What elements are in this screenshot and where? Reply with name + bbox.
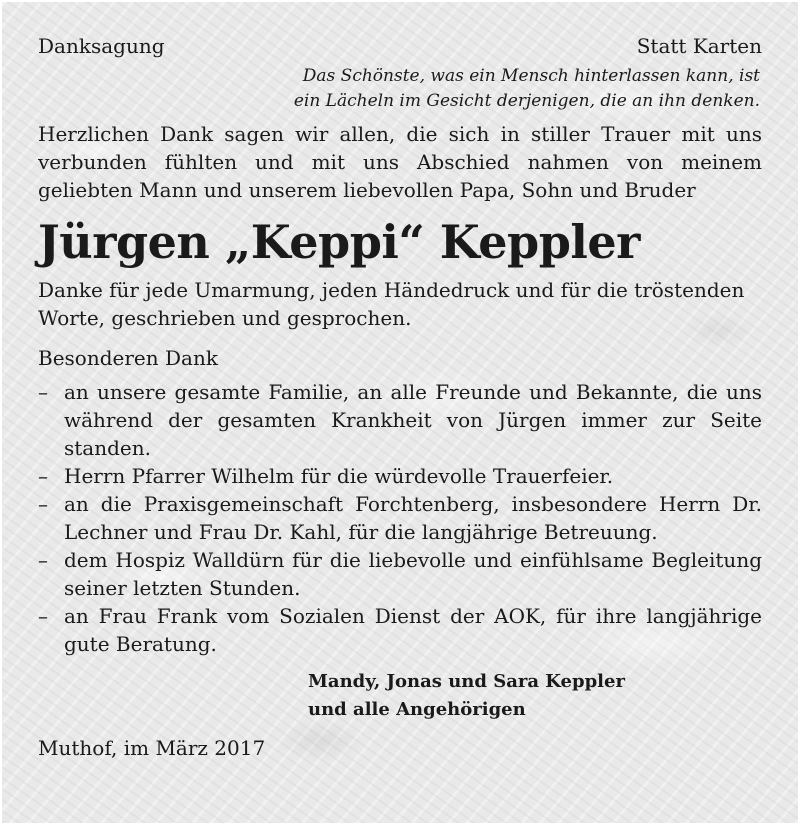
header-line xyxy=(38,32,762,60)
motto-line: Das Schönste, was ein Mensch hinterlassen kann, ist xyxy=(302,66,760,86)
signature-line: Mandy, Jonas und Sara Keppler xyxy=(308,671,625,692)
thanks-text: Danke für jede Umarmung, jeden Händedruck und für die tröstenden Worte, geschrieben und gesprochen. xyxy=(38,278,745,330)
motto-line: ein Lächeln im Gesicht derjenigen, die an ihn denken. xyxy=(293,91,760,111)
place-date: Muthof, im März 2017 xyxy=(38,736,266,760)
dash-bullet: – xyxy=(38,492,48,516)
header-title: Danksagung xyxy=(38,34,165,58)
list-item-text: an Frau Frank vom Sozialen Dienst der AOK, für ihre langjährige gute Beratung. xyxy=(64,604,762,656)
header-note: Statt Karten xyxy=(636,34,762,58)
special-thanks-list xyxy=(38,378,762,658)
dash-bullet: – xyxy=(38,380,48,404)
list-item xyxy=(38,462,762,490)
signature-line: und alle Angehörigen xyxy=(308,699,526,720)
signature-block xyxy=(308,668,762,724)
list-item-text: Herrn Pfarrer Wilhelm für die würdevolle Trauerfeier. xyxy=(64,464,614,488)
list-item xyxy=(38,490,762,546)
list-item-text: dem Hospiz Walldürn für die liebevolle und einfühlsame Begleitung seiner letzten Stunden. xyxy=(64,548,762,600)
list-item xyxy=(38,378,762,462)
motto-quote xyxy=(38,64,762,114)
list-item-text: an unsere gesamte Familie, an alle Freunde und Bekannte, die uns während der gesamten Krankheit von Jürgen immer zur Seite standen. xyxy=(64,380,762,460)
list-item-text: an die Praxisgemeinschaft Forchtenberg, insbesondere Herrn Dr. Lechner und Frau Dr. Kahl, für die langjährige Betreuung. xyxy=(64,492,762,544)
special-thanks-heading: Besonderen Dank xyxy=(38,346,218,370)
deceased-name: Jürgen „Keppi“ Keppler xyxy=(38,215,640,269)
dash-bullet: – xyxy=(38,604,48,628)
dash-bullet: – xyxy=(38,464,48,488)
intro-text: Herzlichen Dank sagen wir allen, die sich in stiller Trauer mit uns verbunden fühlten und mit uns Abschied nahmen von meinem geliebten Mann und unserem liebevollen Papa, Sohn und Bruder xyxy=(38,122,762,202)
list-item xyxy=(38,546,762,602)
dash-bullet: – xyxy=(38,548,48,572)
list-item xyxy=(38,602,762,658)
